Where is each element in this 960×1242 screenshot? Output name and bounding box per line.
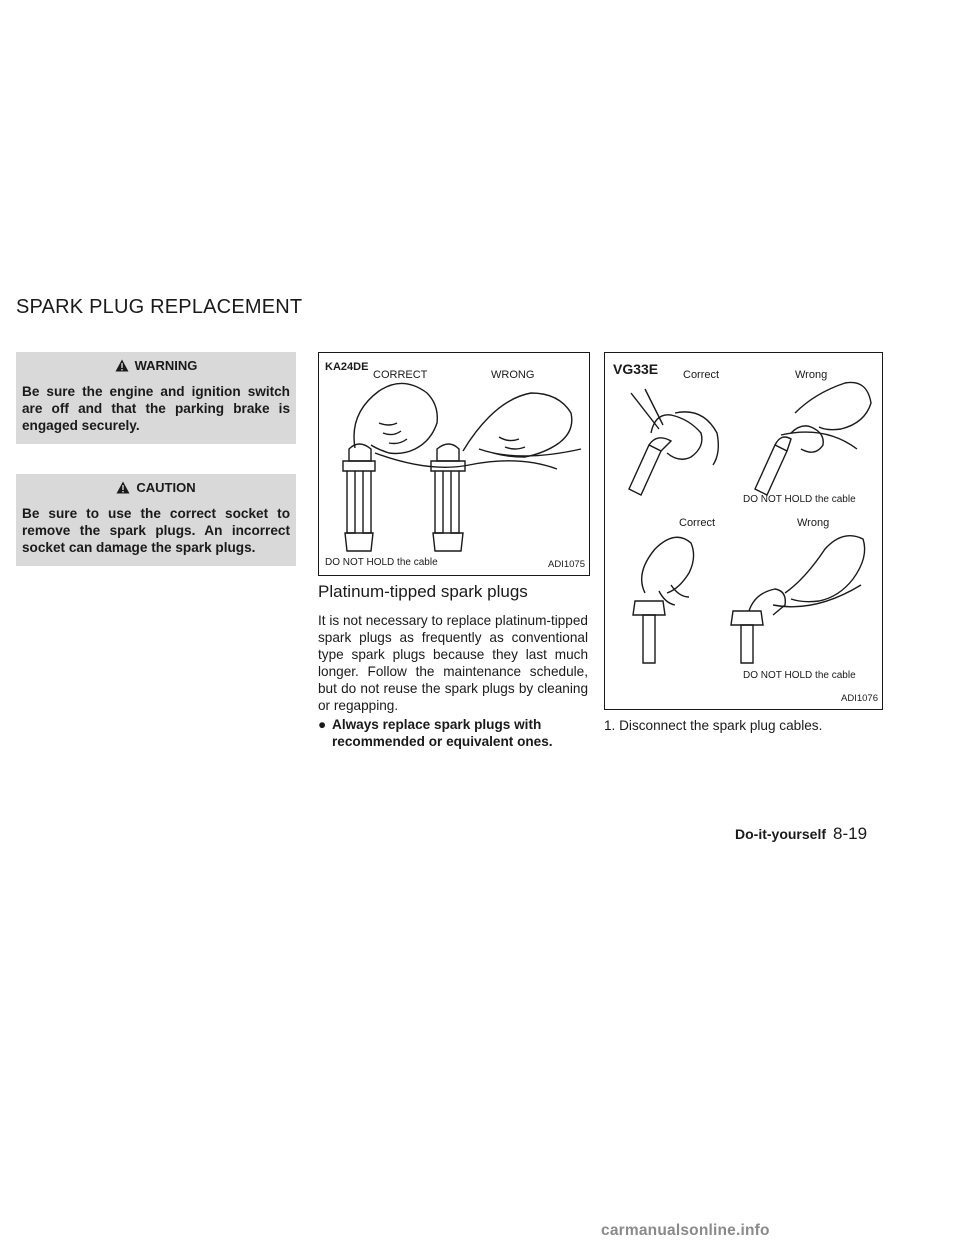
figure-model-label: VG33E	[613, 361, 659, 377]
warning-triangle-icon	[115, 359, 129, 372]
bullet-text: Always replace spark plugs with recommended or equivalent ones.	[332, 717, 553, 750]
warning-box	[16, 352, 296, 444]
caution-title: CAUTION	[136, 480, 196, 495]
label-correct-bottom: Correct	[679, 517, 716, 529]
footer-section: Do-it-yourself	[735, 826, 826, 842]
figure-model-label: KA24DE	[325, 361, 369, 373]
warning-text: Be sure the engine and ignition switch are off and that the parking brake is engaged securely.	[22, 384, 290, 433]
do-not-hold-note: DO NOT HOLD the cable	[325, 557, 438, 568]
spark-plug-cable-illustration	[605, 353, 882, 709]
section-title: SPARK PLUG REPLACEMENT	[16, 296, 303, 318]
caution-box	[16, 474, 296, 566]
watermark: carmanualsonline.info	[601, 1222, 770, 1239]
bullet-mark: ●	[318, 717, 327, 732]
step-1: 1. Disconnect the spark plug cables.	[604, 718, 823, 733]
label-wrong-top: Wrong	[795, 369, 828, 381]
warning-title: WARNING	[134, 358, 198, 373]
do-not-hold-note-bottom: DO NOT HOLD the cable	[743, 670, 856, 681]
caution-text: Be sure to use the correct socket to remove the spark plugs. An incorrect socket can damage the spark plugs.	[22, 506, 290, 555]
label-wrong-bottom: Wrong	[797, 517, 830, 529]
label-correct-top: Correct	[683, 369, 720, 381]
page-number: 8-19	[833, 824, 868, 843]
do-not-hold-note-top: DO NOT HOLD the cable	[743, 494, 856, 505]
platinum-bullet	[318, 716, 588, 750]
label-correct: CORRECT	[373, 369, 428, 381]
figure-ka24de	[318, 352, 590, 576]
figure-vg33e	[604, 352, 883, 710]
label-wrong: WRONG	[491, 369, 535, 381]
platinum-paragraph: It is not necessary to replace platinum-tipped spark plugs as frequently as conventional type spark plugs because they last much longer. Follow the maintenance schedule, but do not reuse the spark plugs by cleaning or regapping.	[318, 613, 588, 714]
figure-code: ADI1075	[548, 559, 585, 570]
notices-column	[16, 352, 296, 596]
platinum-heading: Platinum-tipped spark plugs	[318, 582, 528, 601]
warning-triangle-icon	[116, 481, 130, 494]
figure-code: ADI1076	[841, 693, 878, 704]
spark-plug-cable-illustration	[319, 353, 589, 575]
